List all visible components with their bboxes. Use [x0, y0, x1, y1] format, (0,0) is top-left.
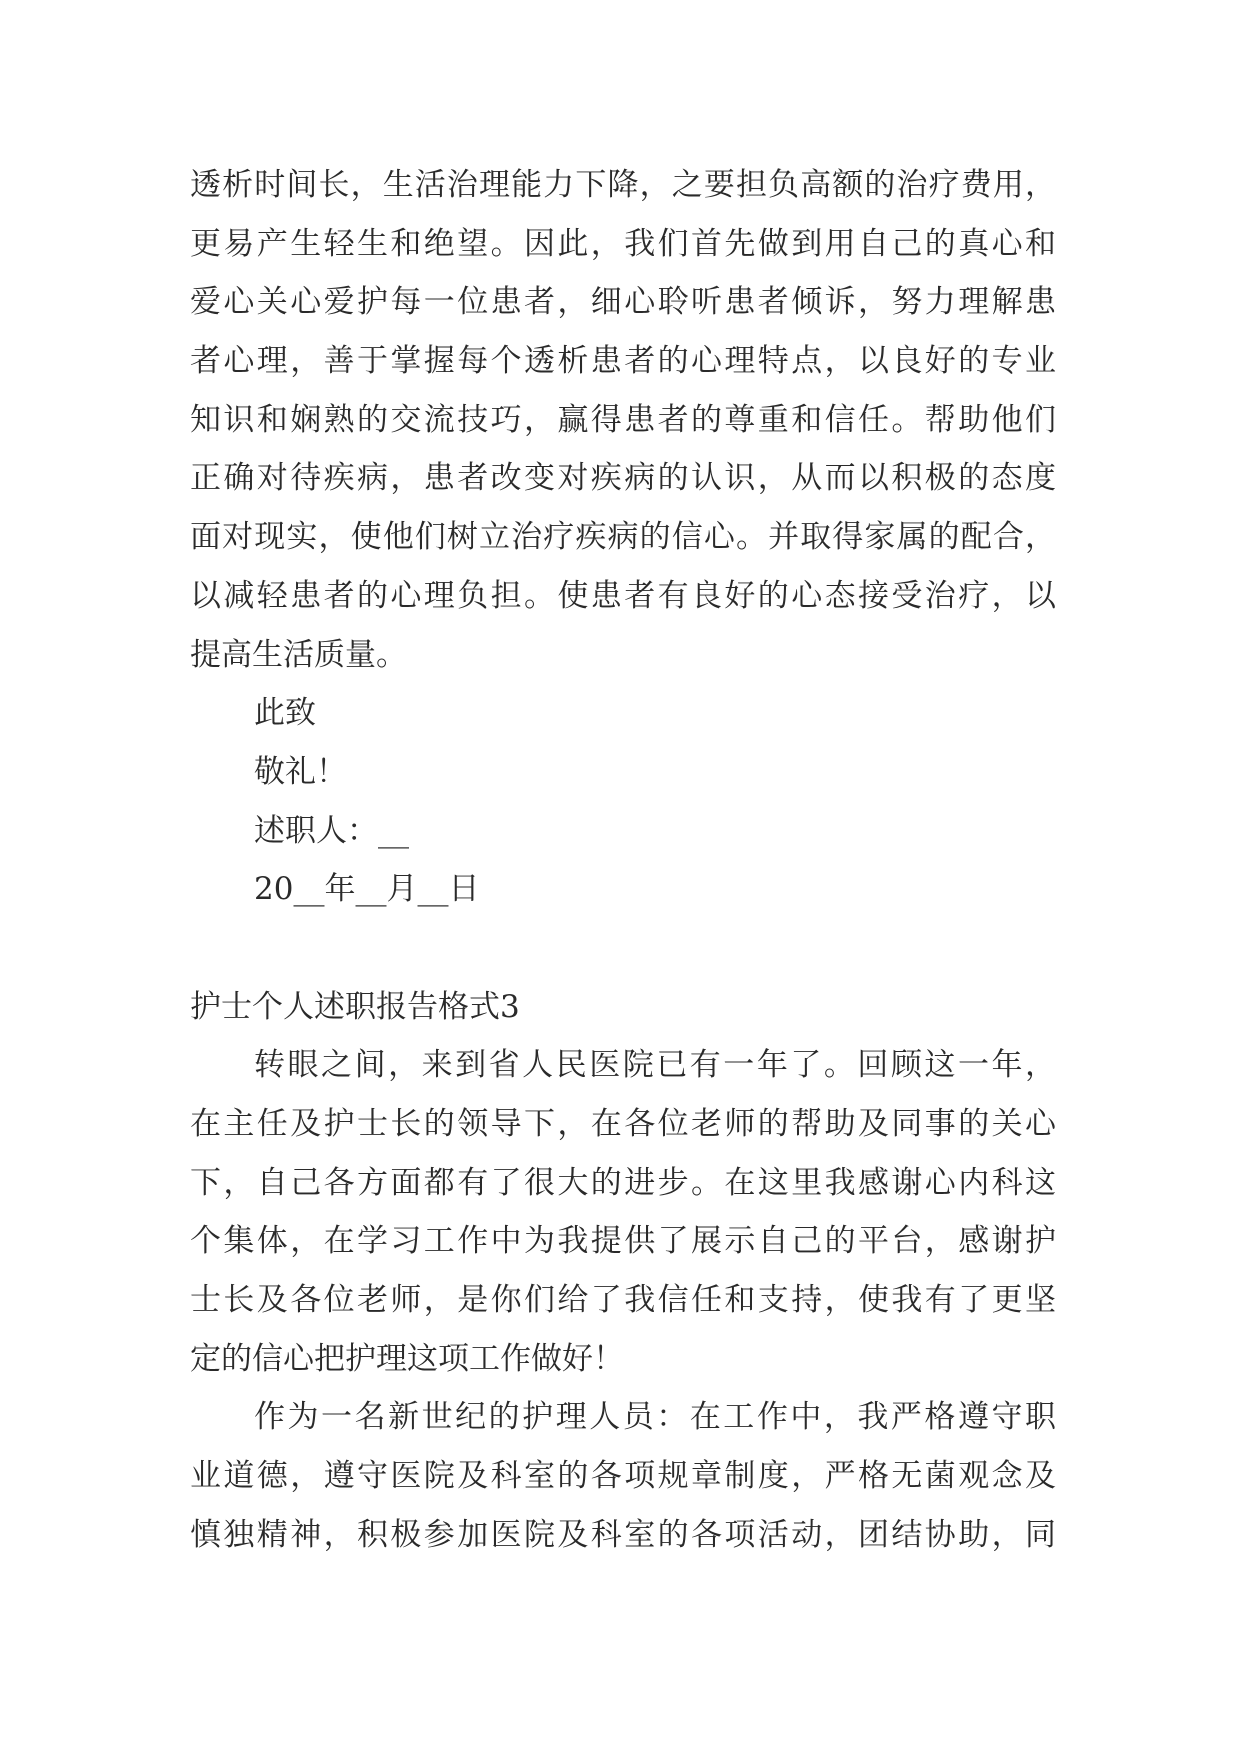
text-line: 转眼之间，来到省人民医院已有一年了。回顾这一年，: [254, 1047, 1056, 1084]
text-line: 更易产生轻生和绝望。因此，我们首先做到用自己的真心和: [190, 225, 1056, 262]
text-line: 爱心关心爱护每一位患者，细心聆听患者倾诉，努力理解患: [190, 284, 1056, 321]
text-line: 面对现实，使他们树立治疗疾病的信心。并取得家属的配合，: [190, 519, 1056, 556]
text-line: 以减轻患者的心理负担。使患者有良好的心态接受治疗，以: [190, 577, 1056, 614]
text-line: 慎独精神，积极参加医院及科室的各项活动，团结协助，同: [190, 1516, 1056, 1553]
text-line: 业道德，遵守医院及科室的各项规章制度，严格无菌观念及: [190, 1458, 1056, 1495]
closing-salutation: 此致: [254, 695, 316, 732]
letter-closing: [190, 684, 1056, 919]
text-line: 作为一名新世纪的护理人员：在工作中，我严格遵守职: [254, 1399, 1056, 1436]
section-heading: 护士个人述职报告格式3: [190, 988, 520, 1025]
paragraph-1: [190, 1036, 1056, 1388]
paragraph-2: [190, 1388, 1056, 1564]
date-line: 20__年__月__日: [254, 871, 480, 908]
blank-line: [190, 919, 1056, 978]
text-line: 下，自己各方面都有了很大的进步。在这里我感谢心内科这: [190, 1164, 1056, 1201]
text-line: 士长及各位老师，是你们给了我信任和支持，使我有了更坚: [190, 1282, 1056, 1319]
text-line: 者心理，善于掌握每个透析患者的心理特点，以良好的专业: [190, 343, 1056, 380]
text-line: 定的信心把护理这项工作做好！: [190, 1340, 624, 1377]
closing-regards: 敬礼！: [254, 753, 347, 790]
signer-line: 述职人：__: [254, 812, 409, 849]
text-line: 正确对待疾病，患者改变对疾病的认识，从而以积极的态度: [190, 460, 1056, 497]
text-line: 提高生活质量。: [190, 636, 407, 673]
text-line: 个集体，在学习工作中为我提供了展示自己的平台，感谢护: [190, 1223, 1056, 1260]
text-line: 在主任及护士长的领导下，在各位老师的帮助及同事的关心: [190, 1106, 1056, 1142]
text-line: 透析时间长，生活治理能力下降，之要担负高额的治疗费用，: [190, 167, 1056, 203]
text-line: 知识和娴熟的交流技巧，赢得患者的尊重和信任。帮助他们: [190, 401, 1056, 438]
continued-paragraph: [190, 156, 1056, 684]
document-body: [190, 156, 1056, 1565]
